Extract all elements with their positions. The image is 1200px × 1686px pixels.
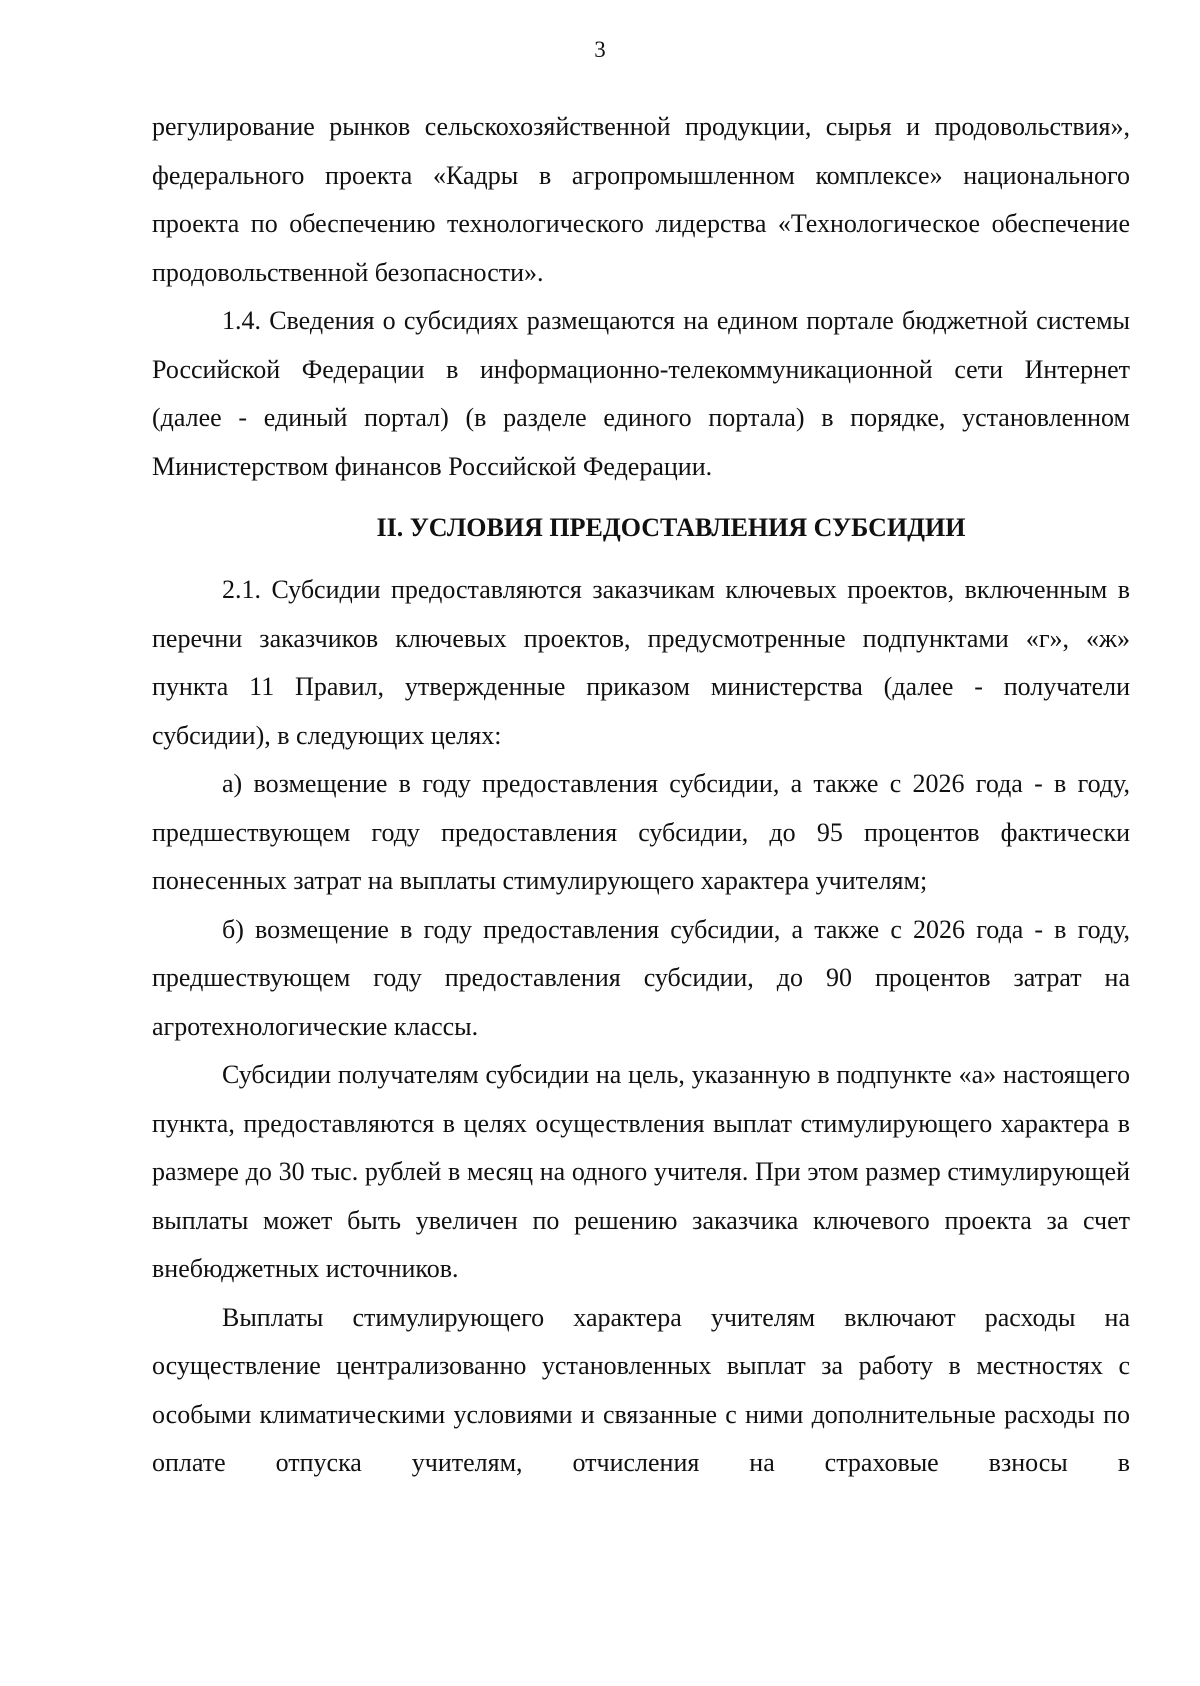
paragraph-continuation: регулирование рынков сельскохозяйственной продукции, сырья и продовольствия», федерального проекта «Кадры в агропромышленном комплексе» национального проекта по обеспечению технологического лидерства «Технологическое обеспечение продовольственной безопасности».: [152, 112, 1130, 287]
section-heading: II. УСЛОВИЯ ПРЕДОСТАВЛЕНИЯ СУБСИДИИ: [376, 513, 966, 542]
paragraph-item-a: а) возмещение в году предоставления субсидии, а также с 2026 года - в году, предшествующем году предоставления субсидии, до 95 процентов фактически понесенных затрат на выплаты стимулирующего характера учителям;: [152, 769, 1130, 895]
paragraph-2-1: 2.1. Субсидии предоставляются заказчикам ключевых проектов, включенным в перечни заказчиков ключевых проектов, предусмотренные подпунктами «г», «ж» пункта 11 Правил, утвержденные приказом министерства (далее - получатели субсидии), в следующих целях:: [152, 575, 1130, 750]
document-body: [152, 103, 1130, 1488]
paragraph-item-b: б) возмещение в году предоставления субсидии, а также с 2026 года - в году, предшествующем году предоставления субсидии, до 90 процентов затрат на агротехнологические классы.: [152, 914, 1130, 1041]
page-number: 3: [594, 37, 606, 62]
paragraph-incentive-payments: Выплаты стимулирующего характера учителям включают расходы на осуществление централизованно установленных выплат за работу в местностях с особыми климатическими условиями и связанные с ними дополнительные расходы по оплате отпуска учителям, отчисления на страховые взносы в: [152, 1302, 1130, 1477]
paragraph-subsidy-amount: Субсидии получателям субсидии на цель, указанную в подпункте «а» настоящего пункта, предоставляются в целях осуществления выплат стимулирующего характера в размере до 30 тыс. рублей в месяц на одного учителя. При этом размер стимулирующей выплаты может быть увеличен по решению заказчика ключевого проекта за счет внебюджетных источников.: [152, 1060, 1130, 1283]
paragraph-1-4: 1.4. Сведения о субсидиях размещаются на едином портале бюджетной системы Российской Федерации в информационно-телекоммуникационной сети Интернет (далее - единый портал) (в разделе единого портала) в порядке, установленном Министерством финансов Российской Федерации.: [152, 306, 1130, 481]
